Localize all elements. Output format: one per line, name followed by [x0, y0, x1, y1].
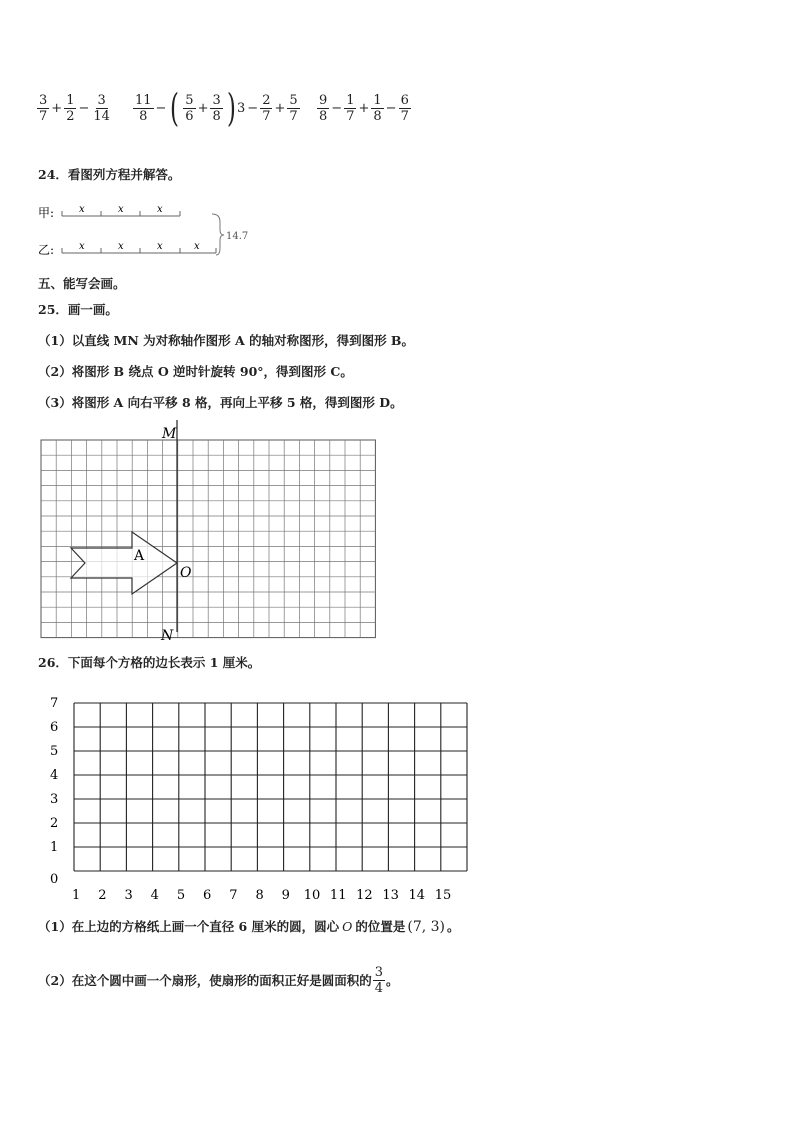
total-label: 14.7 [226, 231, 249, 242]
fraction [260, 93, 272, 124]
fraction-denominator: 7 [39, 108, 48, 124]
fraction-numerator: 1 [373, 92, 382, 108]
y-axis-label: 7 [50, 696, 59, 711]
operator: − [331, 100, 343, 116]
q26-item-1-mid: 的位置是 [355, 919, 406, 934]
label-m: M [162, 426, 177, 442]
fraction-denominator: 6 [185, 108, 194, 124]
fraction-numerator: 6 [400, 92, 409, 108]
question-26-item-2 [38, 965, 399, 996]
x-axis-label: 4 [150, 888, 159, 900]
operator: + [197, 100, 209, 116]
expression-4 [316, 86, 412, 130]
x-axis-label: 8 [255, 888, 264, 900]
q26-item-1-text: （1）在上边的方格纸上画一个直径 6 厘米的圆，圆心 [38, 919, 340, 934]
parenthesis: ) [226, 86, 236, 130]
yi-x-4: x [194, 241, 200, 252]
y-axis-label: 6 [50, 720, 59, 735]
fraction [91, 93, 112, 124]
label-n: N [161, 628, 174, 644]
fraction-numerator: 3 [97, 92, 106, 108]
q26-item-2-end: 。 [385, 972, 399, 988]
fraction-numerator: 3 [39, 92, 48, 108]
x-axis-label: 9 [281, 888, 290, 900]
operator: 3 [237, 100, 246, 116]
yi-label: 乙: [38, 243, 55, 257]
operator: + [51, 100, 63, 116]
x-axis-label: 7 [229, 888, 238, 900]
fraction-numerator: 3 [212, 92, 221, 108]
parenthesis: ( [170, 86, 180, 130]
jia-label: 甲: [38, 206, 55, 220]
jia-x-3: x [157, 204, 163, 215]
expression-3 [236, 86, 301, 130]
fraction [287, 93, 299, 124]
x-axis-label: 1 [72, 888, 81, 900]
operator: − [78, 100, 90, 116]
fraction-numerator: 5 [185, 92, 194, 108]
x-axis-label: 3 [124, 888, 133, 900]
fraction [317, 93, 329, 124]
fraction-denominator: 8 [139, 108, 148, 124]
q26-item-1-end: 。 [447, 919, 460, 934]
section-5-heading: 五、能写会画。 [38, 276, 126, 291]
question-26-item-1 [38, 919, 460, 935]
fraction-numerator: 1 [66, 92, 75, 108]
label-o: O [180, 565, 192, 581]
operator: − [247, 100, 259, 116]
jia-x-1: x [79, 204, 85, 215]
q26-grid[interactable] [40, 690, 490, 900]
x-axis-label: 12 [356, 888, 373, 900]
question-25-item-2: （2）将图形 B 绕点 O 逆时针旋转 90°，得到图形 C。 [38, 364, 353, 379]
y-axis-label: 0 [50, 872, 59, 887]
x-axis-label: 13 [382, 888, 399, 900]
y-axis-label: 1 [50, 840, 59, 855]
q26-item-2-text: （2）在这个圆中画一个扇形，使扇形的面积正好是圆面积的 [38, 972, 372, 988]
operator: − [155, 100, 167, 116]
fraction-denominator: 7 [262, 108, 271, 124]
fraction-denominator: 2 [66, 108, 75, 124]
yi-x-1: x [79, 241, 85, 252]
fraction [37, 93, 49, 124]
expression-2 [132, 86, 239, 130]
fraction [344, 93, 356, 124]
x-axis-label: 2 [98, 888, 107, 900]
fraction-num: 3 [374, 965, 383, 980]
operator: + [358, 100, 370, 116]
x-axis-label: 10 [303, 888, 321, 900]
fraction [371, 93, 383, 124]
fraction-three-quarters [373, 965, 385, 996]
question-25-item-3: （3）将图形 A 向右平移 8 格，再向上平移 5 格，得到图形 D。 [38, 395, 403, 410]
question-26-title: 26．下面每个方格的边长表示 1 厘米。 [38, 655, 261, 670]
x-axis-label: 11 [329, 888, 347, 900]
fraction-numerator: 11 [135, 92, 152, 108]
fraction-denominator: 8 [212, 108, 221, 124]
fraction [133, 93, 154, 124]
y-axis-label: 3 [50, 792, 59, 807]
brace-icon [212, 214, 224, 255]
fraction [399, 93, 411, 124]
fraction-numerator: 1 [346, 92, 355, 108]
x-axis-label: 15 [434, 888, 452, 900]
fraction-denominator: 7 [400, 108, 409, 124]
fraction [64, 93, 76, 124]
yi-x-2: x [118, 241, 124, 252]
operator: + [274, 100, 286, 116]
y-axis-label: 4 [50, 768, 59, 783]
center-coordinate: (7, 3) [407, 919, 446, 935]
x-axis-label: 5 [176, 888, 186, 900]
q24-line-diagram [34, 198, 264, 260]
fraction-denominator: 8 [373, 108, 382, 124]
question-25-item-1: （1）以直线 MN 为对称轴作图形 A 的轴对称图形，得到图形 B。 [38, 333, 414, 348]
label-a: A [134, 548, 145, 564]
fraction-numerator: 5 [289, 92, 298, 108]
fraction-numerator: 9 [319, 92, 328, 108]
fraction-denominator: 14 [93, 108, 110, 124]
x-axis-label: 6 [203, 888, 212, 900]
y-axis-label: 5 [50, 744, 59, 759]
fraction [183, 93, 195, 124]
yi-x-3: x [157, 241, 163, 252]
expression-1 [36, 86, 113, 130]
question-24-title: 24．看图列方程并解答。 [38, 167, 181, 182]
x-axis-label: 14 [408, 888, 426, 900]
jia-x-2: x [118, 204, 124, 215]
center-o-label: O [342, 919, 353, 934]
operator: − [385, 100, 397, 116]
question-25-title: 25．画一画。 [38, 302, 118, 317]
y-axis-label: 2 [50, 816, 59, 831]
fraction-den: 4 [374, 981, 383, 996]
fraction [210, 93, 222, 124]
fraction-numerator: 2 [262, 92, 271, 108]
fraction-denominator: 7 [289, 108, 298, 124]
fraction-denominator: 8 [319, 108, 328, 124]
fraction-denominator: 7 [346, 108, 355, 124]
q25-grid[interactable] [30, 420, 390, 644]
